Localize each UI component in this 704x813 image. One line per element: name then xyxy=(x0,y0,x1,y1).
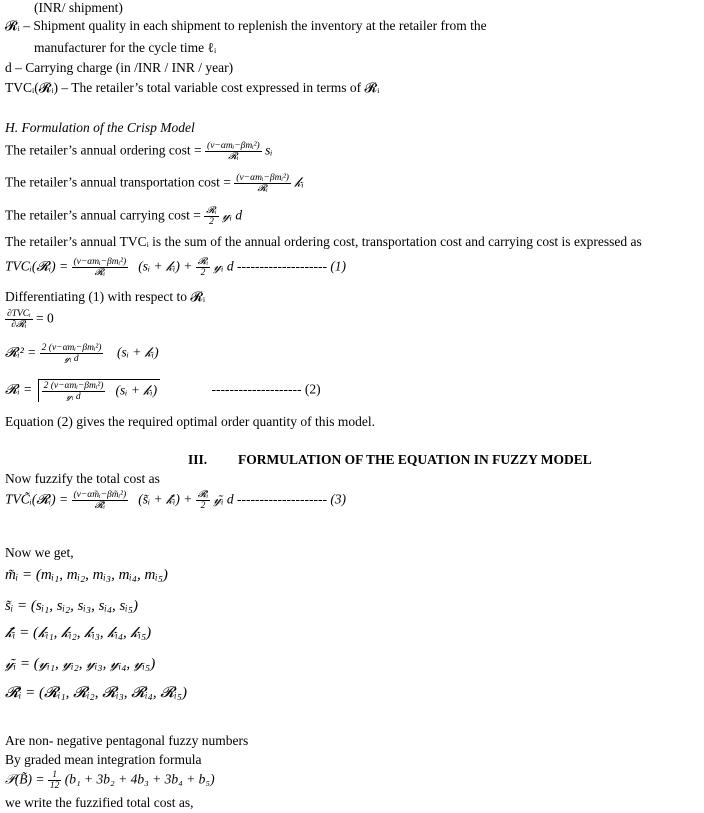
square-root: $\frac{\text{2 (v−αmᵢ−βmᵢ²)}}{\text{𝓎ᵢ d}}$ (sᵢ + 𝓀ᵢ) xyxy=(38,379,161,402)
fuzzy-set-k: 𝓀̃ᵢ = (𝓀ᵢ₁, 𝓀ᵢ₂, 𝓀ᵢ₃, 𝓀ᵢ₄, 𝓀ᵢ₅) xyxy=(5,625,152,641)
fuzzy-set-s: s̃ᵢ = (sᵢ₁, sᵢ₂, sᵢ₃, sᵢ₄, sᵢ₅) xyxy=(5,598,138,614)
fraction: $\frac{\text{2 (v−αmᵢ−βmᵢ²)}}{\text{𝓎ᵢ d}}$ xyxy=(41,343,102,364)
fraction: $\frac{\text{𝓡ᵢ}}{2}$ xyxy=(206,206,217,227)
equation-carrying-cost: The retailer’s annual carrying cost = $\frac{\text{𝓡ᵢ}}{2}$ 𝓎ᵢ d xyxy=(5,206,243,227)
fraction: $\frac{1}{12}$ xyxy=(49,770,60,791)
equation-ordering-cost: The retailer’s annual ordering cost = $\frac{\text{(v−αmᵢ−βmᵢ²)}}{\text{𝓡ᵢ}}$ sᵢ xyxy=(5,141,273,162)
equation-3: TVC̃ᵢ(𝓡ᵢ) = $\frac{\text{(v−αm̃ᵢ−βm̃ᵢ²)}}{\text{𝓡̃ᵢ}}$ (s̃ᵢ + 𝓀̃ᵢ) + $\frac{\text{𝓡̃ᵢ}}{2}$ 𝓎̃ᵢ d -------------------- (3) xyxy=(5,490,347,511)
fraction: $\frac{\text{(v−αmᵢ−βmᵢ²)}}{\text{𝓡ᵢ}}$ xyxy=(236,173,289,194)
equation-transportation-cost: The retailer’s annual transportation cost = $\frac{\text{(v−αmᵢ−βmᵢ²)}}{\text{𝓡ᵢ}}$ 𝓀ᵢ xyxy=(5,173,304,194)
text-line: By graded mean integration formula xyxy=(5,752,202,767)
fraction: $\frac{\text{(v−αm̃ᵢ−βm̃ᵢ²)}}{\text{𝓡̃ᵢ}}$ xyxy=(73,490,127,511)
subsection-heading: H. Formulation of the Crisp Model xyxy=(5,120,195,135)
section-heading: III. FORMULATION OF THE EQUATION IN FUZZY MODEL xyxy=(188,452,592,467)
fraction: $\frac{\text{𝓡̃ᵢ}}{2}$ xyxy=(197,490,209,511)
text-line: Are non- negative pentagonal fuzzy numbers xyxy=(5,733,249,748)
text-line: d – Carrying charge (in /INR / INR / year) xyxy=(5,60,234,75)
fuzzy-set-r: 𝓡̃ᵢ = (𝓡ᵢ₁, 𝓡ᵢ₂, 𝓡ᵢ₃, 𝓡ᵢ₄, 𝓡ᵢ₅) xyxy=(5,685,187,701)
text-line: (INR/ shipment) xyxy=(34,0,123,15)
fraction: $\frac{\text{∂TVCᵢ}}{\text{∂𝓡ᵢ}}$ xyxy=(7,309,31,330)
fraction: $\frac{\text{2 (v−αmᵢ−βmᵢ²)}}{\text{𝓎ᵢ d}}$ xyxy=(43,381,104,402)
fuzzy-set-y: 𝓎̃ᵢ = (𝓎ᵢ₁, 𝓎ᵢ₂, 𝓎ᵢ₃, 𝓎ᵢ₄, 𝓎ᵢ₅) xyxy=(5,656,156,672)
text-line: 𝓡ᵢ – Shipment quality in each shipment to replenish the inventory at the retailer from the xyxy=(5,18,487,33)
fraction: $\frac{\text{(v−αmᵢ−βmᵢ²)}}{\text{𝓡ᵢ}}$ xyxy=(73,257,127,278)
text-line: Now fuzzify the total cost as xyxy=(5,471,160,486)
text-line: Differentiating (1) with respect to 𝓡ᵢ xyxy=(5,289,206,304)
equation-squared: 𝓡ᵢ² = $\frac{\text{2 (v−αmᵢ−βmᵢ²)}}{\text{𝓎ᵢ d}}$ (sᵢ + 𝓀ᵢ) xyxy=(5,343,159,364)
text-line: Equation (2) gives the required optimal order quantity of this model. xyxy=(5,414,376,429)
fuzzy-set-m: m̃ᵢ = (mᵢ₁, mᵢ₂, mᵢ₃, mᵢ₄, mᵢ₅) xyxy=(5,567,168,583)
text-line: Now we get, xyxy=(5,545,74,560)
equation-2: 𝓡ᵢ = $\frac{\text{2 (v−αmᵢ−βmᵢ²)}}{\text{𝓎ᵢ d}}$ (sᵢ + 𝓀ᵢ) -------------------- (2) xyxy=(5,381,321,402)
equation-derivative: $\frac{\text{∂TVCᵢ}}{\text{∂𝓡ᵢ}}$ = 0 xyxy=(7,309,54,330)
equation-graded-mean: 𝒫(B̃) = $\frac{1}{12}$ (b₁ + 3b₂ + 4b₃ + 3b₄ + b₅) xyxy=(5,770,215,791)
equation-1: TVCᵢ(𝓡ᵢ) = $\frac{\text{(v−αmᵢ−βmᵢ²)}}{\text{𝓡ᵢ}}$ (sᵢ + 𝓀ᵢ) + $\frac{\text{𝓡ᵢ}}{2}$ 𝓎ᵢ d -------------------- (1) xyxy=(5,257,347,278)
fraction: $\frac{\text{𝓡ᵢ}}{2}$ xyxy=(197,257,209,278)
fraction: $\frac{\text{(v−αmᵢ−βmᵢ²)}}{\text{𝓡ᵢ}}$ xyxy=(207,141,260,162)
text-line: The retailer’s annual TVCᵢ is the sum of the annual ordering cost, transportation cost and carrying cost is expressed as xyxy=(5,234,642,249)
text-line: TVCᵢ(𝓡ᵢ) – The retailer’s total variable cost expressed in terms of 𝓡ᵢ xyxy=(5,80,380,95)
text-line: manufacturer for the cycle time ℓᵢ xyxy=(34,40,217,55)
text-line: we write the fuzzified total cost as, xyxy=(5,795,194,810)
